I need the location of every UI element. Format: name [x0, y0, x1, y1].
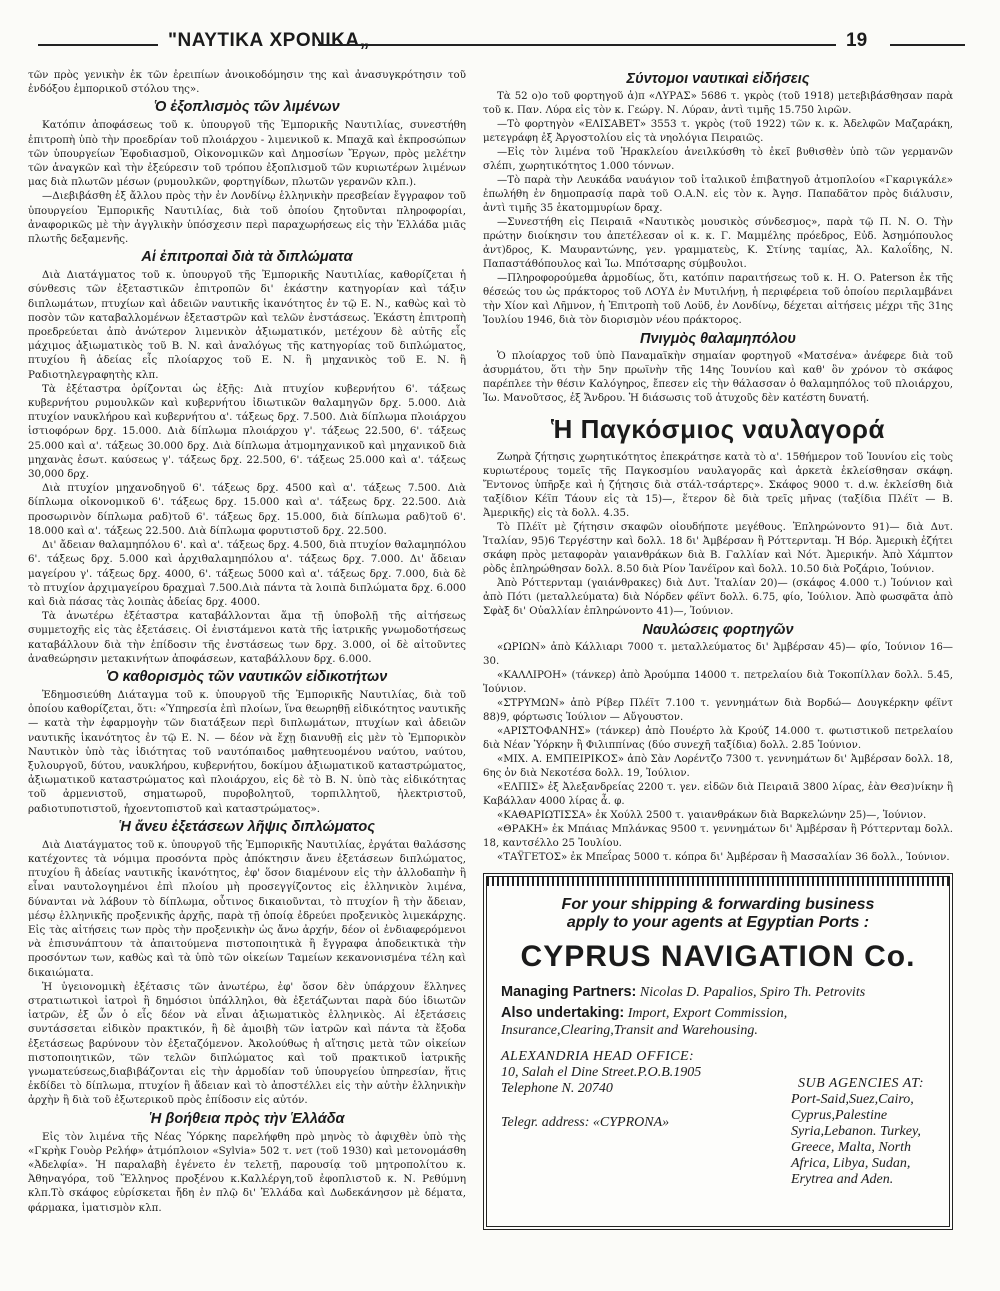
- heading-aid-to-greece: Ἡ βοήθεια πρὸς τὴν Ἑλλάδα: [149, 1110, 345, 1127]
- short-news-p1: Τὰ 52 ο)ο τοῦ φορτηγοῦ ἀ)π «ΛΥΡΑΣ» 5686 τ. γκρὸς (τοῦ 1918) μετεβιβάσθησαν παρὰ τοῦ κ. Παν. Λύρα εἰς τὸν κ. Γεώργ. Ν. Λύραν, ἀντὶ τιμῆς 15.750 λιρῶν.: [483, 91, 953, 116]
- charter-strymon: «ΣΤΡΥΜΩΝ» ἀπὸ Ρίβερ Πλέϊτ 7.100 τ. γεννημάτων διὰ Βορδώ— Δουγκέρκην φέϊντ 88)9, φόρτωσις Ἰούλιον — Αὔγουστον.: [483, 698, 953, 723]
- freight-market-p3: Ἀπὸ Ρόττερνταμ (γαιάνθρακες) διὰ Δυτ. Ἰταλίαν 20)— (σκάφος 4.000 τ.) Ἰούνιον καὶ ἀπὸ Πότι (μεταλλεύματα) διὰ Νόρδεν φέϊντ δολλ. 6.75, φίο, Ἰούλιον. Ἀπὸ φωσφᾶτα ἀπὸ Σφὰξ δι' Οὐαλλίαν ἐπληρώνοντο 41)—, Ἰούνιον.: [483, 578, 953, 617]
- heading-world-freight-market: Ἡ Παγκόσμιος ναυλαγορά: [551, 414, 885, 444]
- ad-top-band: [487, 877, 949, 886]
- charter-kalliroi: «ΚΑΛΛΙΡΟΗ» (τάνκερ) ἀπὸ Ἀρούμπα 14000 τ. πετρελαίου διὰ Τοκοπίλλαν δολλ. 5.45, Ἰούνιον.: [483, 670, 953, 695]
- ad-sub-agencies: [791, 1076, 931, 1188]
- diploma-without-exams-p2: Ἡ ὑγειονομικὴ ἐξέτασις τῶν ἀνωτέρω, ἐφ' ὅσον δὲν ὑπάρχουν ἕλληνες στρατιωτικοὶ ἰατροὶ ἢ δημόσιοι ὑπάλληλοι, θὰ ἐξετάζωνται παρὰ δύο ἰδιωτῶν ἰατρῶν, ἐξ ὧν ὁ εἷς δέον νὰ εἶναι ἀξιωματικὸς ἑλληνικὸς. Αἱ ἐξετάσεις συντάσσεται εἰδικὸν πρακτικόν, ἢ δὲ ἀμοιβὴ τῶν ἰατρῶν καὶ πάντα τὰ ἔξοδα ἐξετάσεως βαρύνουν τὸν ἐξεταζόμενον. Ἀκολούθως ἡ αἴτησις μετὰ τῶν οἰκείων πιστοποιητικῶν, τῶν τελῶν διπλώματος καὶ τοῦ πρακτικοῦ ἰατρικῆς γνωματεύσεως,διαβιβάζονται εἰς τὴν ἁρμοδίαν τοῦ ὑπουργείου ὑπηρεσίαν, ἥτις ἐκδίδει τὸ δίπλωμα, πτυχίον ἢ ἄδειαν καὶ τὸ ἀποστέλλει εἰς τὴν αὐτὴν ἑλληνικὴν ἀρχὴν ἢ διὰ τοῦ ἐξωτερικοῦ πρὸς ἐπίδοσιν εἰς αὐτόν.: [28, 980, 466, 1107]
- header-rule-middle: [318, 44, 836, 46]
- cyprus-navigation-advertisement: [483, 873, 953, 1230]
- freight-market-p2: Τὸ Πλέϊτ μὲ ζήτησιν σκαφῶν οἱουδήποτε μεγέθους. Ἐπληρώνοντο 91)— διὰ Δυτ. Ἰταλίαν, 95)6 Τεργέστην καὶ δολλ. 18 δι' Ἀμβέρσαν ἢ Ρόττερνταμ. Ἡ Βόρ. Ἀμερικὴ ἐζήτει σκάφη πρὸς μεταφορὰν γαιανθράκων διὰ Β. Γαλλίαν καὶ Νότ. Ἀμερικήν. Ἀπὸ Χάμπτον ρὸδς ἐπληρώθησαν δολλ. 8.50 διὰ Ρίον Ἰανέϊρον καὶ δολλ. 10.50 διὰ Ροζάριο, Ἰούνιον.: [483, 522, 953, 575]
- diploma-committees-p3: Διὰ πτυχίον μηχανοδηγοῦ 6'. τάξεως δρχ. 4500 καὶ α'. τάξεως 7.500. Διὰ δίπλωμα οἰκονομικοῦ 6'. τάξεως δρχ. 15.000 καὶ α'. τάξεως δρχ. 22.500. Διὰ προσωρινὸν δίπλωμα ραδ)τοῦ 6'. τάξεως δρχ. 15.000, διὰ δίπλωμα ραδ)τοῦ 6'. 18.000 καὶ α'. τάξεως 22.500. Διὰ δίπλωμα φορυτιστοῦ δρχ. 22.500.: [28, 482, 466, 537]
- left-column: [28, 68, 466, 1215]
- charter-taygetos: «ΤΑΫΓΕΤΟΣ» ἐκ Μπεΐρας 5000 τ. κόπρα δι' Ἀμβέρσαν ἢ Μασσαλίαν 36 δολλ., Ἰούνιον.: [497, 852, 950, 863]
- charter-orion: «ΩΡΙΩΝ» ἀπὸ Κάλλιαρι 7000 τ. μεταλλεύματος δι' Ἀμβέρσαν 45)— φίο, Ἰούνιον 16—30.: [483, 642, 953, 667]
- heading-cargo-charters: Ναυλώσεις φορτηγῶν: [642, 622, 794, 638]
- ad-au-value: Import, Export Commission, Insurance,Clearing,Transit and Warehousing.: [501, 1006, 788, 1038]
- heading-port-equipment: Ὁ ἐξοπλισμὸς τῶν λιμένων: [154, 99, 340, 116]
- steward-drowning-p1: Ὁ πλοίαρχος τοῦ ὑπὸ Παναμαϊκὴν σημαίαν φορτηγοῦ «Ματσένα» ἀνέφερε διὰ τοῦ ἀσυρμάτου, ὅτι τὴν 5ην πρωϊνὴν τῆς 14ης Ἰουνίου καὶ καθ' ὃν χρόνον τὸ σκάφος παρέπλεε τὴν θέσιν Καλόγηρος, ἔπεσεν εἰς τὴν θάλασσαν ὁ θαλαμηπόλος τοῦ πλοιάρχου, Ἰω. Μανοῦτσος, ἐξ Ἄνδρου. Ἡ διάσωσις τοῦ ἀτυχοῦς δὲν κατέστη δυνατή.: [483, 351, 953, 404]
- header-rule-right: [890, 44, 965, 46]
- diploma-without-exams-p1: Διὰ Διατάγματος τοῦ κ. ὑπουργοῦ τῆς Ἐμπορικῆς Ναυτιλίας, ἐργάται θαλάσσης κατέχοντες τὰ νόμιμα προσόντα πρὸς ἀπόκτησιν ἄνευ ἐξετάσεων διπλώματος, πτυχίου ἢ ἀδείας ναυτικῆς ἱκανότητος, ἐφ' ὅσον διαμένουν εἰς τὴν ἀλλοδαπὴν ἢ εἶναι ναυτολογημένοι ἐπὶ πλοίου μὴ προσεγγίζοντος εἰς ἑλληνικὸν λιμένα, δύνανται νὰ λάβουν τὸ δίπλωμα, οὗτινος δικαιοῦνται, τὸ πτυχίον ἢ τὴν ἄδειαν, μέσῳ ἑλληνικῆς προξενικῆς ἀρχῆς, παρὰ τῇ ὁποίᾳ ἐδρεύει προξενικὸς λιμεκάρχης. Εἰς τὰς αἰτήσεις των πρὸς τὴν προξενικὴν ὡς ἄνω ἀρχήν, δέον οἱ ἐνδιαφερόμενοι νὰ ἐπισυνάπτουν τὰ ἀπαιτούμενα πιστοποιητικὰ ἢ ἔγγραφα ἀποδεικτικὰ τὴν προσόντων των, καθὼς καὶ τὰ ὑπὸ τῶν οἰκείων Ταμείων κεκανονισμένα τέλη καὶ δικαιώματα.: [28, 838, 466, 979]
- charter-embeirikos: «ΜΙΧ. Α. ΕΜΠΕΙΡΙΚΟΣ» ἀπὸ Σὰν Λορέντζο 7300 τ. γεννημάτων δι' Ἀμβέρσαν δολλ. 18, 6ης ὁν διὰ Νεκοτέσα δολλ. 19, Ἰούλιον.: [483, 754, 953, 779]
- ad-au-label: Also undertaking:: [501, 1005, 625, 1021]
- naval-specialties-p1: Ἐδημοσιεύθη Διάταγμα τοῦ κ. ὑπουργοῦ τῆς Ἐμπορικῆς Ναυτιλίας, διὰ τοῦ ὁποίου καθορίζεται, ὅτι: «Ὑπηρεσία ἐπὶ πλοίων, ἵνα θεωρηθῇ εἰδικότητος ναυτικῆς — κατὰ τὴν ἐφαρμογὴν τῶν διατάξεων περὶ διπλωμάτων, πτυχίων καὶ ἀδειῶν ναυτικῆς ἱκανότητος ἐν τῷ Ε. Ν. — δέον νὰ ἔχῃ διανυθῇ εἰς μὲν τὸ Ἐμπορικὸν Ναυτικὸν ὑπὸ τὰς ἰδιότητας τοῦ ναυτόπαιδος μαθητευομένου ναύτου, ναύτου, ξυλουργοῦ, δύτου, ναυκλήρου, κυβερνήτου, δοκίμου ἀξιωματικοῦ καταστρώματος, ἀξιωματικοῦ καταστρώματος καὶ πλοιάρχου, εἰς δὲ τὸ Β. Ν. ὑπὸ τὰς εἰδικότητας τοῦ ἀρμενιστοῦ, σηματωροῦ, πυροβολητοῦ, τορπιλλητοῦ, ἠλεκτριστοῦ, ραδιοτυποτιστοῦ, ἠχοεντοπιστοῦ καὶ καταστρώματος».: [28, 688, 466, 815]
- ad-telegraph-address: Telegr. address: «CYPRONA»: [501, 1115, 670, 1130]
- charter-kathariotissa: «ΚΑΘΑΡΙΩΤΙΣΣΑ» ἐκ Χούλλ 2500 τ. γαιανθράκων διὰ Βαρκελώνην 25)—, Ἰούνιον.: [497, 810, 927, 821]
- heading-naval-specialties: Ὁ καθορισμὸς τῶν ναυτικῶν εἰδικοτήτων: [106, 668, 388, 685]
- port-equipment-p2: —Διεβιβάσθη ἐξ ἄλλου πρὸς τὴν ἐν Λονδίνῳ ἑλληνικὴν πρεσβείαν ἔγγραφον τοῦ ὑπουργείου Ἐμπορικῆς Ναυτιλίας, διὰ τοῦ ὁποίου ζητοῦνται πληροφορίαι, ἀναφορικῶς μὲ τὴν ἀγγλικὴν ὑπόσχεσιν περὶ παραχωρήσεως εἰς τὴν Ἑλλάδα μιᾶς πλωτῆς δεξαμενῆς.: [28, 190, 466, 246]
- heading-diploma-committees: Αἱ ἐπιτροπαὶ διὰ τὰ διπλώματα: [141, 249, 353, 266]
- journal-title: "ΝΑΥΤΙΚΑ ΧΡΟΝΙΚΑ„: [168, 30, 370, 51]
- diploma-committees-p1: Διὰ Διατάγματος τοῦ κ. ὑπουργοῦ τῆς Ἐμπορικῆς Ναυτιλίας, καθορίζεται ἡ σύνθεσις τῶν ἐξεταστικῶν ἐπιτροπῶν δι' ἑκάστην κατηγορίαν καὶ τάξιν διπλωμάτων, πτυχίων καὶ ἀδειῶν ναυτικῆς ἱκανότητος ἐν τῷ Ε. Ν., καθὼς καὶ τὸ ποσὸν τῶν καταβαλλομένων ἐξεταστρῶν καὶ τελῶν ἐνστάσεως. Ἑκάστη ἐπιτροπὴ προεδρεύεται ἀπὸ ἀνώτερον λιμενικὸν ἀξιωματικόν, μετέχουν δὲ αὐτῆς εἷς μάχιμος ἀξιωματικὸς τοῦ Β. Ν. καὶ ἀναλόγως τῆς κατηγορίας τοῦ διπλώματος, πτυχίου ἢ ἀδείας εἷς πλοίαρχος τοῦ Ε. Ν. ἢ μηχανικὸς τοῦ Ε. Ν. ἢ Ραδιοτηλεγραφητὴς κλπ.: [28, 269, 466, 381]
- short-news-p6: —Πληροφορούμεθα ἁρμοδίως, ὅτι, κατόπιν παραιτήσεως τοῦ κ. Η. Ο. Paterson ἐκ τῆς θέσεώς του ὡς πράκτορος τοῦ ΛΟΥΔ ἐν Μυτιλήνῃ, ἡ περιφέρεια τοῦ ὁποίου περιλαμβάνει τὴν Χίον καὶ Λῆμνον, ἡ Ἐπιτροπὴ τοῦ Λοϋδ, ἐν Λονδίνῳ, δέχεται αἰτήσεις μέχρι τῆς 31ης Ἰουλίου 1946, διὰ τὸν διορισμὸν νέου πράκτορος.: [483, 273, 953, 326]
- ad-tagline-2: apply to your agents at Egyptian Ports :: [566, 914, 870, 931]
- intro-paragraph: τῶν πρὸς γενικὴν ἐκ τῶν ἐρειπίων ἀνοικοδόμησιν της καὶ ἀνασυγκρότησιν τοῦ ἐνδόξου ἐμπορικοῦ στόλου της».: [28, 69, 466, 96]
- short-news-p4: —Τὸ παρὰ τὴν Λευκάδα ναυάγιον τοῦ ἰταλικοῦ ἐπιβατηγοῦ ἀτμοπλοίου «Γκαριγκάλε» ἐπωλήθη ἐν δημοπρασίᾳ παρὰ τοῦ Ο.Α.Ν. εἰς τὸν κ. Ἀγησ. Παπαδᾶτον πρὸς διάλυσιν, ἀντὶ τιμῆς 35 ἑκατομμυρίων δραχ.: [483, 175, 953, 214]
- ad-body: [487, 886, 949, 1226]
- ad-managing-partners: [501, 984, 935, 1001]
- heading-steward-drowning: Πνιγμὸς θαλαμηπόλου: [640, 331, 796, 347]
- ad-mp-label: Managing Partners:: [501, 984, 637, 1000]
- heading-short-news: Σύντομοι ναυτικαὶ εἰδήσεις: [626, 71, 810, 87]
- charter-thraki: «ΘΡΑΚΗ» ἐκ Μπάιας Μπλάνκας 9500 τ. γεννημάτων δι' Ἀμβέρσαν ἢ Ρόττερνταμ δολλ. 18, καντσέλλο 25 Ἰουλίου.: [483, 824, 953, 849]
- ad-head-office-caption: ALEXANDRIA HEAD OFFICE:: [501, 1049, 695, 1064]
- charter-elpis: «ΕΛΠΙΣ» ἐξ Ἀλεξανδρείας 2200 τ. γεν. εἰδῶν διὰ Πειραιᾶ 3800 λίρας, ἐὰν Θεσ)νίκην ἢ Καβάλλαν 4000 λίρας ἆ. φ.: [483, 782, 953, 807]
- charter-aristofanis: «ΑΡΙΣΤΟΦΑΝΗΣ» (τάνκερ) ἀπὸ Πουέρτο λὰ Κρούζ 14.000 τ. φωτιστικοῦ πετρελαίου διὰ Νέαν Ὑόρκην ἢ Φιλιππίνας (δύο συνεχῆ ταξίδια) δολλ. 2.85 Ἰούνιον.: [483, 726, 953, 751]
- newspaper-page: [28, 26, 968, 1266]
- page-header: [28, 26, 968, 66]
- ad-sub-agencies-caption: SUB AGENCIES AT:: [798, 1076, 924, 1091]
- ad-tagline-1: For your shipping & forwarding business: [561, 896, 875, 913]
- heading-diploma-without-exams: Ἡ ἄνευ ἐξετάσεων λῆψις διπλώματος: [119, 818, 375, 835]
- ad-mp-value: Nicolas D. Papalios, Spiro Th. Petrovits: [639, 985, 866, 1000]
- ad-head-office-address: 10, Salah el Dine Street.P.O.B.1905: [501, 1065, 702, 1080]
- diploma-committees-p4: Δι' ἄδειαν θαλαμηπόλου 6'. καὶ α'. τάξεως δρχ. 4.500, διὰ πτυχίον θαλαμηπόλου 6'. τάξεως δρχ. 5.000 καὶ ἀρχιθαλαμηπόλου α'. τάξεως δρχ. 7.000. Δι' ἄδειαν μαγείρου γ'. τάξεως δρχ. 4000, 6'. τάξεως 5000 καὶ α'. τάξεως δρχ. 7.000, διὰ δὲ τὸ πτυχίον ἀρχιμαγείρου δραχμαὶ 7.500.Διὰ πάντα τὰ λοιπὰ διπλώματα δρχ. 6.000 καὶ διὰ πάσας τὰς λοιπὰς ἀδείας δρχ. 4000.: [28, 539, 466, 608]
- freight-market-p1: Ζωηρὰ ζήτησις χωρητικότητος ἐπεκράτησε κατὰ τὸ α'. 15θήμερον τοῦ Ἰουνίου εἰς τοὺς κυριωτέρους τομεῖς τῆς Παγκοσμίου ναυλαγορᾶς καὶ ἀρκετὰ ἐκλείσθησαν σκάφη. Ἔντονος ὑπῆρξε καὶ ἡ ζήτησις διὰ στάλ-τσάρτερς». Σκάφος 9000 τ. d.w. ἐκλείσθη διὰ ταξίδιον Κέϊπ Τάουν εἰς τὰ 15)—, ἕτερον δὲ διὰ τρεῖς μῆνας (ταξίδια Πλέϊτ — Β. Ἀμερικῆς) εἰς τὰ δολλ. 4.35.: [483, 452, 953, 519]
- aid-to-greece-p1: Εἰς τὸν λιμένα τῆς Νέας Ὑόρκης παρελήφθη πρὸ μηνὸς τὸ ἀφιχθὲν ὑπὸ τὴς «Γκρὴκ Γουὸρ Ρελήφ» ἀτμόπλοιον «Sylvia» 502 τ. νετ (τοῦ 1930) καὶ μετονομάσθη «Ἀδελφία». Ἡ παραλαβὴ ἐγένετο ἐν τελετῇ, παρουσίᾳ τοῦ μητροπολίτου κ. Ἀθηναγόρα, τοῦ Ἕλληνος προξένου κ.Καλλέργη,τοῦ ἐφοπλιστοῦ κ. Ν. Ρεθύμνη κλπ.Τὸ σκάφος εὑρίσκεται ἤδη ἐν πλῷ δι' Ἑλλάδα καὶ Δωδεκάνησον μὲ δέματα, φάρμακα, ἱματισμὸν κλπ.: [28, 1130, 466, 1214]
- short-news-p5: —Συνεστήθη εἰς Πειραιᾶ «Ναυτικὸς μουσικὸς σύνδεσμος», παρὰ τῷ Π. Ν. Ο. Τὴν πρώτην διοίκησιν του ἀπετέλεσαν οἱ κ. κ. Γ. Μαμμέλης πρόεδρος, Εὐδ. Ἀσημόπουλος ἀντ)δρος, Κ. Μαυραντώνης, γεν. γραμματεὺς, Κ. Στίνης ταμίας, Ἀλ. Καλοΐδης, Ν. Παπαστάθόπουλος καὶ Ἰω. Μπότσαρης σύμβουλοι.: [483, 217, 953, 270]
- ad-company-name: CYPRUS NAVIGATION Co.: [520, 940, 916, 973]
- page-number: 19: [846, 30, 868, 51]
- ad-also-undertaking: [501, 1005, 935, 1039]
- ad-head-office-phone: Telephone N. 20740: [501, 1081, 613, 1096]
- ad-sub-agencies-list: Port-Said,Suez,Cairo, Cyprus,Palestine Syria,Lebanon. Turkey, Greece, Malta, North Africa, Libya, Sudan, Erytrea and Aden.: [791, 1092, 921, 1187]
- diploma-committees-p2: Τὰ ἐξέταστρα ὁρίζονται ὡς ἑξῆς: Διὰ πτυχίον κυβερνήτου 6'. τάξεως κυβερνήτου ρυμουλκῶν καὶ κυβερνήτου ἰδιωτικῶν θαλαμηγῶν δρχ. 5.000. Διὰ πτυχίον ναυκλήρου καὶ κυβερνήτου α'. τάξεως δρχ. 7.500. Διὰ δίπλωμα πλοιάρχου ἱστιοφόρων δρχ. 15.000. Διὰ δίπλωμα πλοιάρχου γ'. τάξεως 22.500, 6'. τάξεως 25.000 καὶ α'. τάξεως 30.000 δρχ. Διὰ δίπλωμα ἀτμομηχανικοῦ καὶ μηχανικοῦ διὰ μηχανὰς ἐσωτ. καύσεως γ'. τάξεως δρχ. 22.500, 6'. τάξεως 25.000 καὶ α'. τάξεως 30,000 δρχ.: [28, 382, 466, 481]
- right-column: [483, 68, 953, 1230]
- port-equipment-p1: Κατόπιν ἀποφάσεως τοῦ κ. ὑπουργοῦ τῆς Ἐμπορικῆς Ναυτιλίας, συνεστήθη ἐπιτροπὴ ὑπὸ τὴν προεδρίαν τοῦ πλοιάρχου - λιμενικοῦ κ. Μπαχᾶ καὶ ἐκπροσώπων τῶν ὑπουργείων Ἐφοδιασμοῦ, Οἰκονομικῶν καὶ Δημοσίων Ἔργων, πρὸς μελέτην τῶν ἀναγκῶν καὶ τὴν ἐξεύρεσιν τοῦ τρόπου ἐξοπλισμοῦ τῶν κυριωτέρων λιμένων μας διὰ πλωτῶν μέσων (ρυμουλκῶν, φορτηγίδων, πλωτῶν γερανῶν κλπ.).: [28, 119, 466, 189]
- short-news-p3: —Εἰς τὸν λιμένα τοῦ Ἡρακλείου ἀνειλκύσθη τὸ ἐκεῖ βυθισθὲν ὑπὸ τῶν γερμανῶν σλέπι, χωρητικότητος 1.000 τόννων.: [483, 147, 953, 172]
- diploma-committees-p5: Τὰ ἀνωτέρω ἐξέταστρα καταβάλλονται ἅμα τῇ ὑποβολῇ τῆς αἰτήσεως συμμετοχῆς εἰς τὰς ἐξετάσεις. Οἱ ἐνιστάμενοι κατὰ τῆς ἰατρικῆς γνωμοδοτήσεως καταβάλλουν διὰ τὴν ἐπίδοσιν τῆς ἐνστάσεως των δρχ. 3.000, οἱ δὲ αἰτοῦντες ἀναθεώρησιν μετακινήτων ἀποφάσεων, καταβάλλουν δρχ. 6.000.: [28, 610, 466, 665]
- short-news-p2: —Τὸ φορτηγὸν «ΕΛΙΣΑΒΕΤ» 3553 τ. γκρὸς (τοῦ 1922) τῶν κ. κ. Ἀδελφῶν Μαζαράκη, μετεγράφη ἐξ Ἀργοστολίου εἰς τὰ νηολόγια Πειραιῶς.: [483, 119, 953, 144]
- ad-head-office: [501, 1049, 751, 1097]
- header-rule-left: [38, 44, 158, 46]
